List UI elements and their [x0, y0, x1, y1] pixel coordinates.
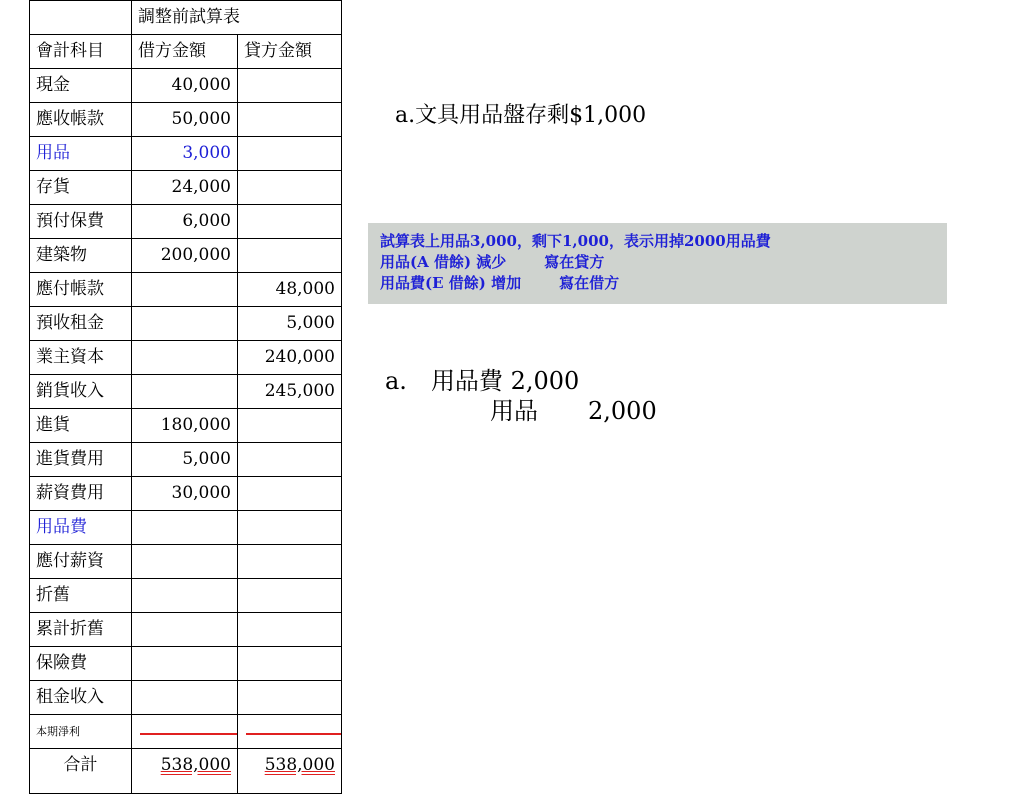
table-row-highlighted: [30, 137, 342, 171]
header-account: 會計科目: [30, 35, 132, 69]
debit-cell: 200,000: [132, 239, 238, 273]
account-cell: 進貨費用: [30, 443, 132, 477]
credit-cell: [238, 205, 342, 239]
account-cell: 應收帳款: [30, 103, 132, 137]
account-cell: 應付帳款: [30, 273, 132, 307]
credit-cell: [238, 477, 342, 511]
explanation-box: [368, 223, 947, 304]
table-row: [30, 647, 342, 681]
credit-cell: 245,000: [238, 375, 342, 409]
explanation-line-3: 用品費(E 借餘) 增加 寫在借方: [380, 274, 620, 292]
table-row: [30, 375, 342, 409]
account-cell: 用品: [30, 137, 132, 171]
total-row: [30, 749, 342, 794]
table-row: [30, 613, 342, 647]
credit-cell: 5,000: [238, 307, 342, 341]
credit-cell: [238, 137, 342, 171]
credit-cell: [238, 171, 342, 205]
account-cell: 現金: [30, 69, 132, 103]
explanation-line-1: 試算表上用品3,000，剩下1,000，表示用掉2000用品費: [380, 232, 771, 250]
table-row: [30, 681, 342, 715]
credit-cell: [238, 647, 342, 681]
empty-corner-cell: [30, 1, 132, 35]
account-cell: 折舊: [30, 579, 132, 613]
credit-cell: 48,000: [238, 273, 342, 307]
table-row: [30, 239, 342, 273]
debit-cell: [132, 511, 238, 545]
credit-cell: [238, 239, 342, 273]
account-cell: 累計折舊: [30, 613, 132, 647]
credit-cell: [238, 545, 342, 579]
account-cell: 預付保費: [30, 205, 132, 239]
journal-entry-credit-line: [385, 396, 657, 426]
account-cell: 建築物: [30, 239, 132, 273]
credit-cell: [238, 715, 342, 749]
table-row: [30, 103, 342, 137]
debit-cell: [132, 647, 238, 681]
debit-cell: [132, 545, 238, 579]
account-cell: 用品費: [30, 511, 132, 545]
credit-cell: [238, 511, 342, 545]
table-row: [30, 409, 342, 443]
table-title: 調整前試算表: [132, 1, 342, 35]
total-label: 合計: [30, 749, 132, 794]
account-cell: 進貨: [30, 409, 132, 443]
credit-cell: 240,000: [238, 341, 342, 375]
debit-cell: [132, 375, 238, 409]
debit-cell: 3,000: [132, 137, 238, 171]
credit-cell: [238, 443, 342, 477]
account-cell: 本期淨利: [30, 715, 132, 749]
table-row: [30, 341, 342, 375]
credit-cell: [238, 103, 342, 137]
credit-cell: [238, 69, 342, 103]
journal-entry: [385, 366, 657, 426]
trial-balance-table: [29, 0, 342, 794]
debit-cell: 5,000: [132, 443, 238, 477]
adjustment-note-a: a.文具用品盤存剩$1,000: [395, 103, 647, 128]
credit-account: 用品: [490, 397, 538, 425]
credit-cell: [238, 613, 342, 647]
credit-amount: 2,000: [588, 397, 657, 425]
account-cell: 預收租金: [30, 307, 132, 341]
account-cell: 存貨: [30, 171, 132, 205]
table-row-highlighted: [30, 511, 342, 545]
explanation-line-2: 用品(A 借餘) 減少 寫在貸方: [380, 253, 605, 271]
net-income-row: [30, 715, 342, 749]
debit-cell: [132, 273, 238, 307]
table-row: [30, 69, 342, 103]
debit-cell: [132, 613, 238, 647]
credit-cell: [238, 579, 342, 613]
debit-cell: 180,000: [132, 409, 238, 443]
debit-cell: [132, 579, 238, 613]
debit-cell: [132, 307, 238, 341]
journal-entry-debit-line: [385, 366, 657, 396]
account-cell: 租金收入: [30, 681, 132, 715]
debit-cell: 40,000: [132, 69, 238, 103]
table-row: [30, 443, 342, 477]
debit-account: 用品費: [430, 367, 503, 395]
table-header-row: [30, 35, 342, 69]
account-cell: 應付薪資: [30, 545, 132, 579]
debit-cell: 6,000: [132, 205, 238, 239]
account-cell: 銷貨收入: [30, 375, 132, 409]
table-row: [30, 307, 342, 341]
credit-cell: [238, 409, 342, 443]
debit-cell: 50,000: [132, 103, 238, 137]
debit-cell: [132, 681, 238, 715]
header-debit: 借方金額: [132, 35, 238, 69]
table-row: [30, 205, 342, 239]
red-rule: [140, 733, 238, 735]
table-row: [30, 171, 342, 205]
account-cell: 業主資本: [30, 341, 132, 375]
debit-cell: 30,000: [132, 477, 238, 511]
debit-amount: 2,000: [510, 367, 580, 395]
account-cell: 薪資費用: [30, 477, 132, 511]
account-cell: 保險費: [30, 647, 132, 681]
credit-cell: [238, 681, 342, 715]
entry-marker: a.: [385, 367, 407, 395]
debit-cell: [132, 341, 238, 375]
table-row: [30, 477, 342, 511]
total-credit: 538,000: [238, 749, 342, 794]
table-row: [30, 273, 342, 307]
total-debit: 538,000: [132, 749, 238, 794]
table-title-row: [30, 1, 342, 35]
table-row: [30, 545, 342, 579]
debit-cell: [132, 715, 238, 749]
header-credit: 貸方金額: [238, 35, 342, 69]
red-rule: [246, 733, 342, 735]
table-row: [30, 579, 342, 613]
debit-cell: 24,000: [132, 171, 238, 205]
